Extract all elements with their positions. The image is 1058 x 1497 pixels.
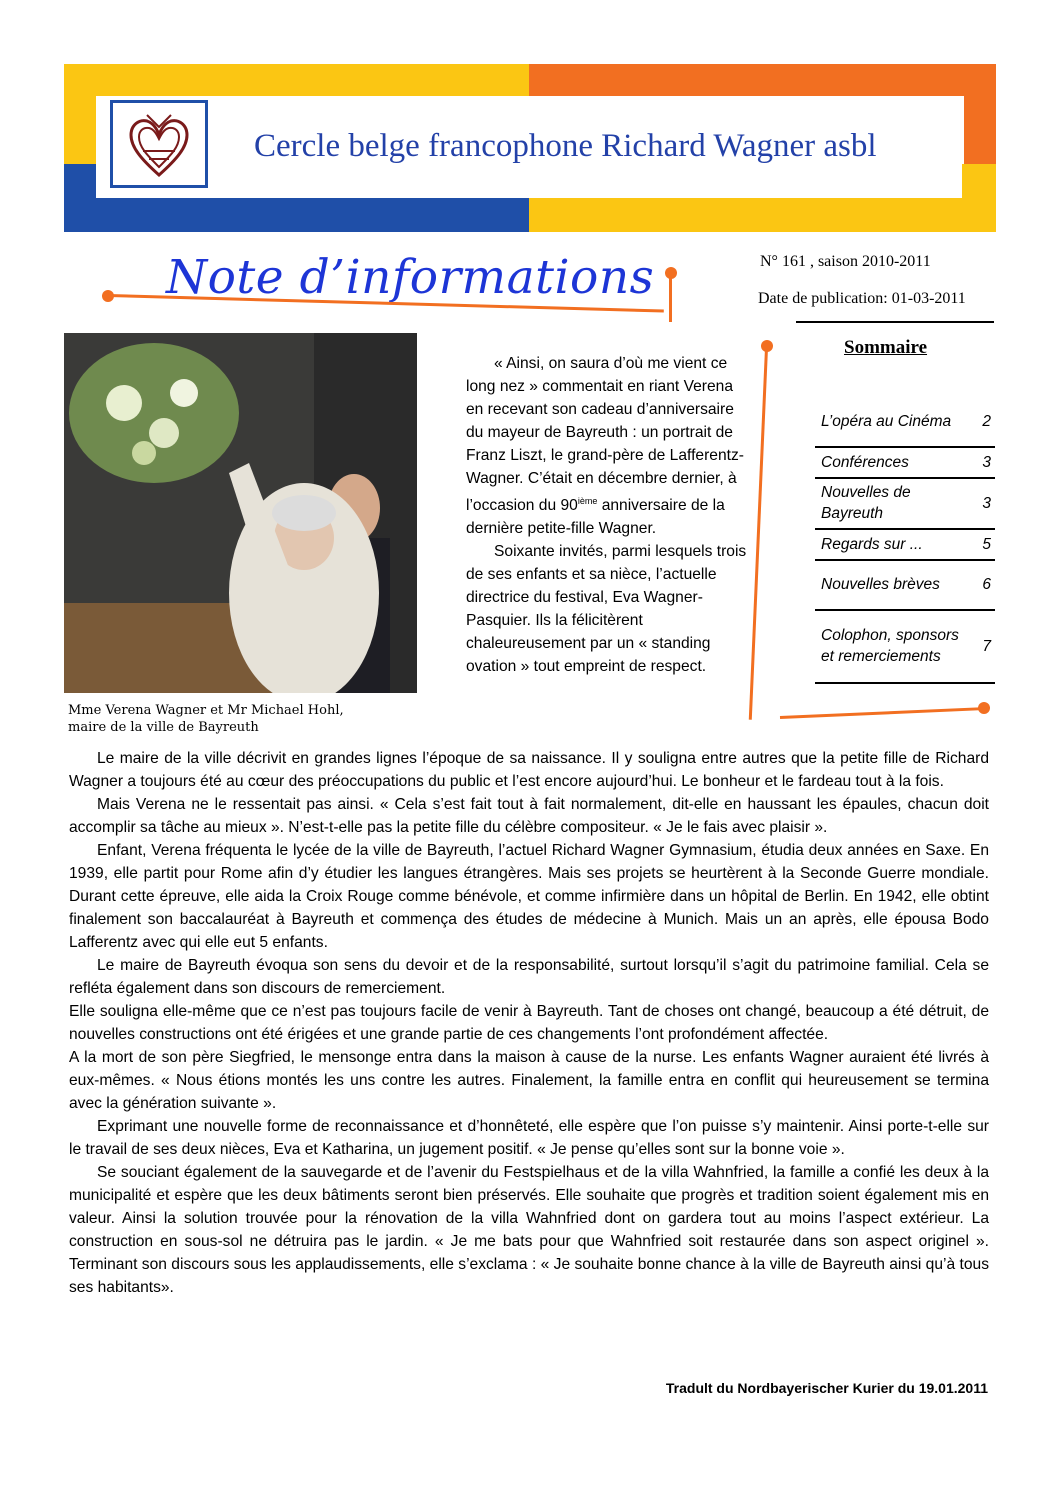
sommaire-row-label: Nouvelles brèves [821,576,940,593]
caption-line-2: maire de la ville de Bayreuth [68,720,259,735]
publication-date: Date de publication: 01-03-2011 [758,290,966,307]
sommaire-row[interactable] [815,530,995,561]
issue-number: N° 161 , saison 2010-2011 [760,253,931,270]
sommaire-row-page: 6 [982,576,991,593]
sommaire-row[interactable] [815,448,995,479]
article-paragraph: Se souciant également de la sauvegarde et de l’avenir du Festspielhaus et de la villa Wahnfried, la famille a confié les deux à la municipalité et espère que les deux bâtiments seront bien préservés. Elle souhaite que progrès et tradition soient également mis en valeur. Ainsi la solution trouvée pour la rénovation de la villa Wahnfried dont on gardera tout au moins l’aspect extérieur. La construction en sous-sol ne détruira pas le jardin. « Je me bats pour que Wahnfried soit restaurée dans son aspect originel ». Terminant son discours sous les applaudissements, elle s’exclama : « Je souhaite bonne chance à la ville de Bayreuth ainsi qu’à tous ses habitants». [69,1164,989,1296]
newsletter-title: Note d’informations [166,250,655,305]
article-paragraph: Le maire de la ville décrivit en grandes lignes l’époque de sa naissance. Il y souligna entre autres que la petite fille de Richard Wagner a toujours été au cœur des préoccupations du public et l’est encore aujourd’hui. Le bonheur et le fardeau tout à la fois. [69,750,989,790]
org-name: Cercle belge francophone Richard Wagner asbl [254,128,877,164]
article-body [69,747,989,1299]
article-column [466,352,748,678]
banner-yellow-side [64,64,96,164]
article-paragraph: Mais Verena ne le ressentait pas ainsi. « Cela s’est fait tout à fait normalement, dit-elle en haussant les épaules, chacun doit accomplir sa tâche au mieux ». N’est-t-elle pas la petite fille du célèbre compositeur. « Je le fais avec plaisir ». [69,796,989,836]
article-source: Tradult du Nordbayerischer Kurier du 19.01.2011 [665,1380,988,1396]
sommaire-vertical-line [749,348,768,720]
caption-line-1: Mme Verena Wagner et Mr Michael Hohl, [68,703,344,718]
article-paragraph: A la mort de son père Siegfried, le mensonge entra dans la maison à cause de la nurse. Les enfants Wagner auraient été livrés à eux-mêmes. « Nous étions montés les uns contre les autres. Finalement, la famille entra en conflit qui heureusement se termina avec la génération suivante ». [69,1049,989,1112]
sommaire-row-page: 5 [982,535,991,553]
sommaire-row-page: 7 [982,637,991,655]
sommaire-table [815,398,995,684]
article-paragraph: Enfant, Verena fréquenta le lycée de la ville de Bayreuth, l’actuel Richard Wagner Gymnasium, étudia deux années en Saxe. En 1939, elle partit pour Rome afin d’y étudier les langues étrangères. Mais ses projets se heurtèrent à la Seconde Guerre mondiale. Durant cette épreuve, elle aida la Croix Rouge comme bénévole, et comme infirmière dans un hôpital de Berlin. En 1942, elle obtint finalement son baccalauréat à Bayreuth et commença des études de médecine à Munich. Mais un an après, elle épousa Bodo Lafferentz avec qui elle eut 5 enfants. [69,842,989,951]
sommaire-dot-bottom [978,702,990,714]
photo-caption [68,702,408,736]
sommaire-row-page: 2 [982,413,991,430]
column-paragraph-1-text-a: « Ainsi, on saura d’où me vient ce long nez » commentait en riant Verena en recevant son cadeau d’anniversaire du mayeur de Bayreuth : un portrait de Franz Liszt, le grand-père de Lafferentz-Wagner. C’était en décembre dernier, à l’occasion du 90 [466,355,744,515]
article-paragraph: Elle souligna elle-même que ce n’est pas toujours facile de venir à Bayreuth. Tant de choses ont changé, beaucoup a été détruit, de nouvelles constructions ont été érigées et une grande partie de ces changements l’ont profondément affectée. [69,1003,989,1043]
column-paragraph-1-text-b: anniversaire de la dernière petite-fille Wagner. [466,497,725,538]
photo-verena-wagner [64,333,417,693]
banner-orange-top [529,64,996,96]
sommaire-row[interactable] [815,479,995,530]
sommaire-row[interactable] [815,611,995,684]
title-vertical-line [669,272,672,322]
sommaire-title: Sommaire [844,337,928,358]
column-paragraph-1-sup: ième [577,496,598,506]
sommaire-row-page: 3 [982,494,991,512]
article-paragraph: Le maire de Bayreuth évoqua son sens du devoir et de la responsabilité, surtout lorsqu’il s’agit du patrimoine familial. Cela se refléta également dans son discours de remerciement. [69,957,989,997]
sommaire-row-label: Conférences [821,453,909,471]
column-paragraph-2: Soixante invités, parmi lesquels trois de ses enfants et sa nièce, l’actuelle directrice du festival, Eva Wagner-Pasquier. Ils la félicitèrent chaleureusement par un « standing ovation » tout empreint de respect. [466,543,747,676]
banner-yellow-top [64,64,529,96]
sommaire-row-label: Nouvelles de Bayreuth [821,484,911,522]
wagner-hearts-logo-icon [110,100,208,188]
sommaire-row-label: L’opéra au Cinéma [821,413,952,430]
sommaire-row-label: Colophon, sponsors et remerciements [821,627,959,665]
sommaire-row[interactable] [815,561,995,611]
sommaire-row-label: Regards sur ... [821,535,923,553]
header-rule [796,321,994,323]
sommaire-bottom-line [780,707,982,719]
sommaire-row-page: 3 [982,453,991,471]
sommaire-row[interactable] [815,398,995,448]
article-paragraph: Exprimant une nouvelle forme de reconnaissance et d’honnêteté, elle espère que l’on puisse s’y maintenir. Ainsi porte-t-elle sur le travail de ses deux nièces, Eva et Katharina, un jugement positif. « Je pense qu’elles sont sur la bonne voie ». [69,1118,989,1158]
column-paragraph-1 [466,352,748,540]
banner-orange-side [964,64,996,164]
